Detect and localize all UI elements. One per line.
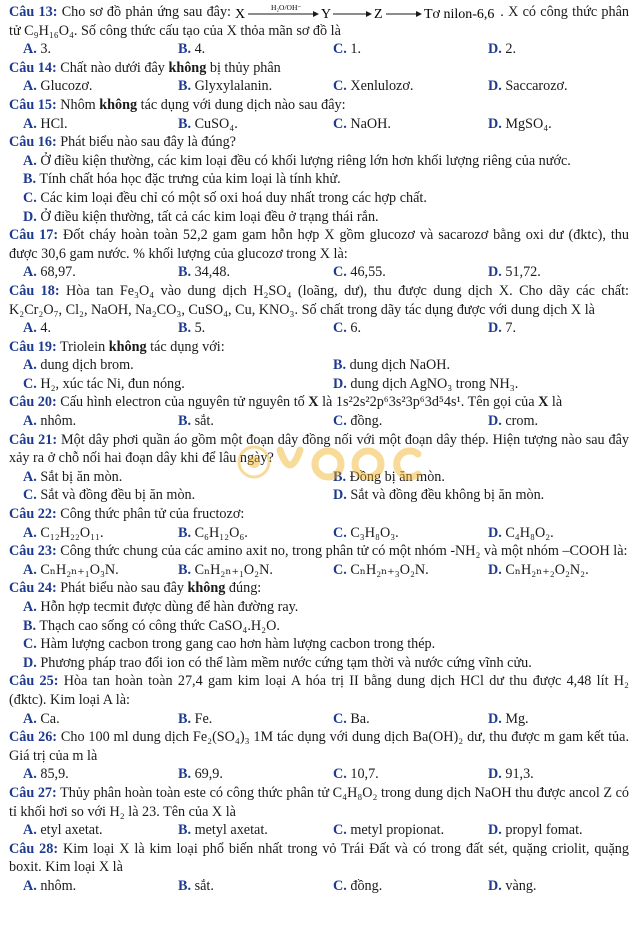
option-b[interactable]: B. Fe. — [178, 710, 213, 727]
reaction-scheme — [235, 5, 500, 21]
option-a[interactable]: A. CₙH₂ₙ₊₁O₃N. — [23, 561, 119, 578]
scheme-product: Tơ nilon-6,6 — [424, 6, 495, 21]
question-16-stem: Câu 16: Phát biểu nào sau đây là đúng? — [9, 134, 236, 151]
question-label: Câu 28: — [9, 840, 59, 857]
option-a[interactable]: A. HCl. — [23, 115, 68, 132]
question-label: Câu 21: — [9, 431, 58, 448]
question-label: Câu 25: — [9, 673, 59, 690]
option-d[interactable]: D. Phương pháp trao đổi ion có thể làm mềm nước cứng tạm thời và nước cứng vĩnh cửu. — [23, 654, 532, 671]
question-26-stem: Câu 26: Cho 100 ml dung dịch Fe₂(SO₄)₃ 1M tác dụng với dung dịch Ba(OH)₂ dư, thu được m gam kết tủa. Giá trị của m là — [9, 729, 629, 764]
question-20-stem: Câu 20: Cấu hình electron của nguyên tử nguyên tố X là 1s²2s²2p⁶3s²3p⁶3d⁵4s¹. Tên gọi của X là — [9, 394, 563, 411]
option-a[interactable]: A. 3. — [23, 41, 51, 58]
option-d[interactable]: D. 7. — [488, 320, 516, 337]
option-a[interactable]: A. etyl axetat. — [23, 822, 103, 839]
option-d[interactable]: D. 91,3. — [488, 766, 534, 783]
option-a[interactable]: A. Hỗn hợp tecmit được dùng để hàn đường ray. — [23, 599, 299, 615]
option-c[interactable]: C. đồng. — [333, 413, 383, 430]
question-14-stem: Câu 14: Chất nào dưới đây không bị thủy phân — [9, 59, 281, 76]
option-c[interactable]: C. H₂, xúc tác Ni, đun nóng. — [23, 375, 185, 392]
option-d[interactable]: D. 2. — [488, 41, 516, 58]
question-label: Câu 24: — [9, 580, 57, 597]
question-28 — [9, 840, 629, 896]
option-a[interactable]: A. C₁₂H₂₂O₁₁. — [23, 524, 104, 541]
question-label: Câu 27: — [9, 784, 57, 801]
option-c[interactable]: C. đồng. — [333, 877, 383, 894]
option-b[interactable]: B. 34,48. — [178, 264, 231, 281]
option-a[interactable]: A. Sắt bị ăn mòn. — [23, 468, 123, 485]
question-26 — [9, 728, 629, 784]
question-label: Câu 26: — [9, 729, 58, 746]
option-d[interactable]: D. 51,72. — [488, 264, 541, 281]
option-d[interactable]: D. Sắt và đồng đều không bị ăn mòn. — [333, 487, 545, 504]
option-b[interactable]: B. 5. — [178, 320, 206, 337]
question-label: Câu 13: — [9, 4, 58, 20]
option-a[interactable]: A. Ca. — [23, 710, 60, 727]
question-25-stem: Câu 25: Hòa tan hoàn toàn 27,4 gam kim loại A hóa trị II bằng dung dịch HCl dư thu được 4,48 lít H₂ (đktc). Kim loại A là: — [9, 673, 629, 708]
option-b[interactable]: B. sắt. — [178, 413, 214, 430]
option-c[interactable]: C. Ba. — [333, 710, 370, 727]
option-a[interactable]: A. 85,9. — [23, 766, 69, 783]
option-a[interactable]: A. 4. — [23, 320, 51, 337]
question-label: Câu 19: — [9, 338, 57, 355]
option-c[interactable]: C. metyl propionat. — [333, 822, 445, 839]
option-b[interactable]: B. dung dịch NaOH. — [333, 357, 451, 374]
question-19 — [9, 338, 629, 394]
option-a[interactable]: A. Glucozơ. — [23, 78, 93, 95]
option-b[interactable]: B. CuSO₄. — [178, 115, 238, 132]
option-c[interactable]: C. Các kim loại đều chỉ có một số oxi hoá duy nhất trong các hợp chất. — [23, 189, 427, 206]
scheme-condition: H₂O/OH⁻ — [271, 4, 302, 12]
option-b[interactable]: B. 69,9. — [178, 766, 223, 783]
question-23-stem: Câu 23: Công thức chung của các amino axit no, trong phân tử có một nhóm -NH₂ và một nhóm –COOH là: — [9, 543, 628, 560]
question-25 — [9, 672, 629, 728]
question-label: Câu 22: — [9, 506, 57, 523]
option-b[interactable]: B. Đồng bị ăn mòn. — [333, 468, 445, 485]
option-d[interactable]: D. CₙH₂ₙ₊₂O₂N₂. — [488, 561, 589, 578]
question-13-stem: Câu 13: Cho sơ đồ phản ứng sau đây: X H₂O/OH⁻ Y Z Tơ nilon-6,6 . X có công thức phân tử C₉H₁₆O₄. Số công thức cấu tạo của X thỏa mãn sơ đồ là — [9, 4, 630, 39]
question-23 — [9, 542, 629, 579]
option-d[interactable]: D. C₄H₈O₂. — [488, 524, 554, 541]
scheme-x: X — [235, 6, 246, 21]
scheme-y: Y — [321, 6, 332, 21]
question-21-stem: Câu 21: Một dây phơi quần áo gồm một đoạn dây đồng nối với một đoạn dây thép. Hiện tượng nào sau đây xảy ra ở chỗ nối hai đoạn dây khi để lâu ngày? — [9, 431, 629, 467]
question-14 — [9, 59, 629, 96]
option-b[interactable]: B. metyl axetat. — [178, 822, 268, 839]
option-b[interactable]: B. C₆H₁₂O₆. — [178, 524, 248, 541]
question-label: Câu 15: — [9, 96, 57, 113]
option-c[interactable]: C. NaOH. — [333, 115, 391, 132]
question-15-stem: Câu 15: Nhôm không tác dụng với dung dịch nào sau đây: — [9, 96, 346, 113]
scheme-z: Z — [374, 6, 383, 21]
option-c[interactable]: C. 10,7. — [333, 766, 379, 783]
option-c[interactable]: C. 46,55. — [333, 264, 386, 281]
option-d[interactable]: D. dung dịch AgNO₃ trong NH₃. — [333, 375, 519, 392]
option-d[interactable]: D. Saccarozơ. — [488, 78, 568, 95]
option-d[interactable]: D. propyl fomat. — [488, 822, 583, 839]
option-b[interactable]: B. 4. — [178, 41, 206, 58]
option-d[interactable]: D. Ở điều kiện thường, tất cả các kim loại đều ở trạng thái rắn. — [23, 208, 379, 225]
question-21 — [9, 431, 629, 505]
question-15 — [9, 96, 629, 133]
option-a[interactable]: A. nhôm. — [23, 413, 77, 430]
question-label: Câu 17: — [9, 227, 59, 244]
option-a[interactable]: A. 68,97. — [23, 264, 76, 281]
question-22-stem: Câu 22: Công thức phân tử của fructozơ: — [9, 506, 245, 523]
option-c[interactable]: C. Hàm lượng cacbon trong gang cao hơn hàm lượng cacbon trong thép. — [23, 636, 436, 653]
question-24 — [9, 579, 629, 672]
question-label: Câu 16: — [9, 134, 57, 151]
question-label: Câu 14: — [9, 59, 57, 76]
option-d[interactable]: D. Mg. — [488, 710, 529, 727]
option-c[interactable]: C. 1. — [333, 41, 361, 58]
question-27 — [9, 784, 629, 840]
question-17-stem: Câu 17: Đốt cháy hoàn toàn 52,2 gam gam hỗn hợp X gồm glucozơ và sacarozơ bằng oxi dư (đktc), thu được 30,6 gam nước. % khối lượng của glucozơ trong X là: — [9, 227, 629, 262]
option-a[interactable]: A. Ở điều kiện thường, các kim loại đều có khối lượng riêng lớn hơn khối lượng riêng của nước. — [23, 152, 571, 169]
question-28-stem: Câu 28: Kim loại X là kim loại phổ biến nhất trong vỏ Trái Đất và có trong đất sét, quặng criolit, quặng boxit. Kim loại X là — [9, 840, 629, 876]
question-label: Câu 20: — [9, 394, 57, 411]
question-22 — [9, 505, 629, 542]
option-c[interactable]: C. CₙH₂ₙ₊₃O₂N. — [333, 561, 429, 578]
question-18-stem: Câu 18: Hòa tan Fe₃O₄ vào dung dịch H₂SO₄ (loãng, dư), thu được dung dịch X. Cho dãy các chất: K₂Cr₂O₇, Cl₂, NaOH, Na₂CO₃, CuSO₄, Cu, KNO₃. Số chất trong dãy tác dụng được với dung dịch X là — [9, 282, 629, 318]
question-label: Câu 23: — [9, 543, 57, 560]
option-c[interactable]: C. Sắt và đồng đều bị ăn mòn. — [23, 487, 196, 504]
question-19-stem: Câu 19: Triolein không tác dụng với: — [9, 338, 225, 355]
question-17 — [9, 226, 629, 282]
question-label: Câu 18: — [9, 282, 60, 299]
option-d[interactable]: D. vàng. — [488, 877, 537, 894]
option-d[interactable]: D. crom. — [488, 413, 539, 430]
question-16 — [9, 133, 629, 226]
option-b[interactable]: B. Tính chất hóa học đặc trưng của kim loại là tính khử. — [23, 171, 341, 188]
option-c[interactable]: C. C₃H₈O₃. — [333, 524, 399, 541]
question-24-stem: Câu 24: Phát biểu nào sau đây không đúng: — [9, 580, 262, 597]
option-b[interactable]: B. CₙH₂ₙ₊₁O₂N. — [178, 561, 273, 578]
option-a[interactable]: A. dung dịch brom. — [23, 357, 134, 374]
question-20 — [9, 393, 629, 430]
question-13 — [9, 3, 629, 59]
question-18 — [9, 282, 629, 338]
option-b[interactable]: B. sắt. — [178, 877, 214, 894]
option-a[interactable]: A. nhôm. — [23, 877, 77, 894]
option-c[interactable]: C. 6. — [333, 320, 361, 337]
option-b[interactable]: B. Thạch cao sống có công thức CaSO₄.H₂O. — [23, 617, 280, 634]
option-d[interactable]: D. MgSO₄. — [488, 115, 552, 132]
question-27-stem: Câu 27: Thủy phân hoàn toàn este có công thức phân tử C₄H₈O₂ trong dung dịch NaOH thu được ancol Z có tỉ khối hơi so với H₂ là 23. Tên của X là — [9, 784, 629, 820]
option-b[interactable]: B. Glyxylalanin. — [178, 78, 273, 95]
option-c[interactable]: C. Xenlulozơ. — [333, 78, 414, 95]
